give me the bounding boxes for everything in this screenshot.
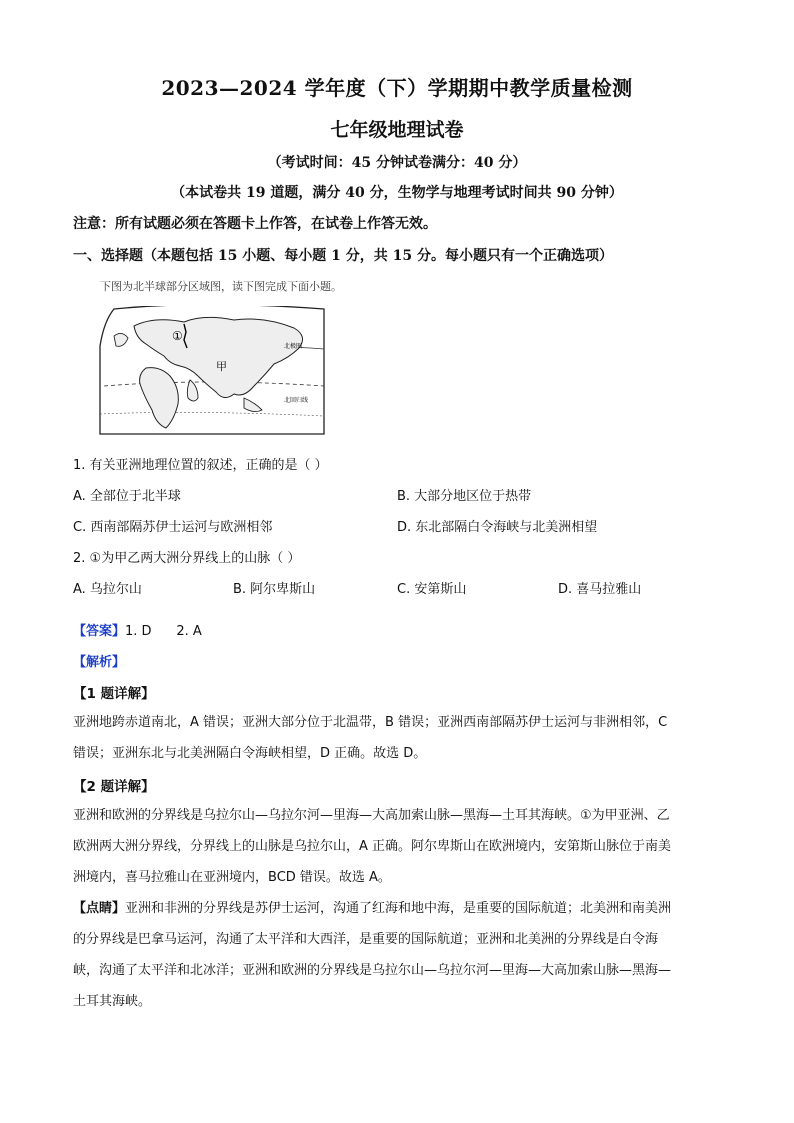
section-title: 一、选择题（本题包括 15 小题、每小题 1 分，共 15 分。每小题只有一个正确选项） (73, 248, 613, 264)
detail-2-body (73, 800, 723, 893)
tip-line: 的分界线是巴拿马运河，沟通了太平洋和大西洋，是重要的国际航道；亚洲和北美洲的分界线是白令海 (73, 932, 659, 947)
question-1-option-d: D. 东北部隔白令海峡与北美洲相望 (397, 520, 598, 535)
tip-line (73, 893, 723, 924)
question-1-option-b: B. 大部分地区位于热带 (397, 489, 532, 504)
map-intro: 下图为北半球部分区域图，读下图完成下面小题。 (100, 280, 342, 293)
map-label-arctic: 北极圈 (284, 343, 303, 350)
question-2-option-c: C. 安第斯山 (397, 582, 467, 597)
question-1-option-a: A. 全部位于北半球 (73, 489, 181, 504)
question-1-option-c: C. 西南部隔苏伊士运河与欧洲相邻 (73, 520, 273, 535)
map-label-tropic: 北回归线 (284, 397, 309, 404)
question-1-stem: 1. 有关亚洲地理位置的叙述，正确的是（ ） (73, 458, 328, 473)
analysis-label: 【解析】 (73, 655, 126, 670)
tip-body (73, 893, 723, 1017)
question-2-option-a: A. 乌拉尔山 (73, 582, 142, 597)
detail-1-line: 亚洲地跨赤道南北，A 错误；亚洲大部分位于北温带，B 错误；亚洲西南部隔苏伊士运河与非洲相邻，C (73, 715, 668, 730)
detail-1-body (73, 707, 723, 769)
tip-line: 土耳其海峡。 (73, 994, 152, 1009)
detail-2-heading: 【2 题详解】 (73, 779, 155, 795)
detail-2-line: 亚洲和欧洲的分界线是乌拉尔山—乌拉尔河—里海—大高加索山脉—黑海—土耳其海峡。①为甲亚洲、乙 (73, 808, 670, 823)
detail-2-line: 洲境内，喜马拉雅山在亚洲境内，BCD 错误。故选 A。 (73, 870, 391, 885)
answer-label: 【答案】 (73, 624, 126, 639)
exam-subtitle: 七年级地理试卷 (330, 119, 464, 141)
northern-hemisphere-map (94, 306, 326, 436)
question-2-option-b: B. 阿尔卑斯山 (233, 582, 316, 597)
detail-1-heading: 【1 题详解】 (73, 686, 155, 702)
detail-1-line: 错误；亚洲东北与北美洲隔白令海峡相望，D 正确。故选 D。 (73, 746, 427, 761)
tip-line: 峡，沟通了太平洋和北冰洋；亚洲和欧洲的分界线是乌拉尔山—乌拉尔河—里海—大高加索山脉—黑海— (73, 963, 672, 978)
question-2-stem: 2. ①为甲乙两大洲分界线上的山脉（ ） (73, 551, 301, 566)
map-label-circle1: ① (172, 329, 183, 343)
question-2-option-d: D. 喜马拉雅山 (558, 582, 642, 597)
tip-line-0: 亚洲和非洲的分界线是苏伊士运河，沟通了红海和地中海，是重要的国际航道；北美洲和南美洲 (125, 901, 672, 916)
exam-scope-info: （本试卷共 19 道题，满分 40 分，生物学与地理考试时间共 90 分钟） (171, 185, 623, 201)
answer-text: 1. D 2. A (125, 624, 202, 639)
detail-2-line: 欧洲两大洲分界线，分界线上的山脉是乌拉尔山，A 正确。阿尔卑斯山在欧洲境内，安第斯山脉位于南美 (73, 839, 672, 854)
exam-time-info: （考试时间：45 分钟试卷满分：40 分） (267, 155, 527, 171)
map-label-jia: 甲 (216, 360, 227, 373)
answer-line (73, 620, 202, 639)
notice: 注意：所有试题必须在答题卡上作答，在试卷上作答无效。 (73, 216, 437, 232)
exam-title: 2023—2024 学年度（下）学期期中教学质量检测 (161, 76, 633, 100)
tip-label: 【点睛】 (73, 901, 126, 916)
